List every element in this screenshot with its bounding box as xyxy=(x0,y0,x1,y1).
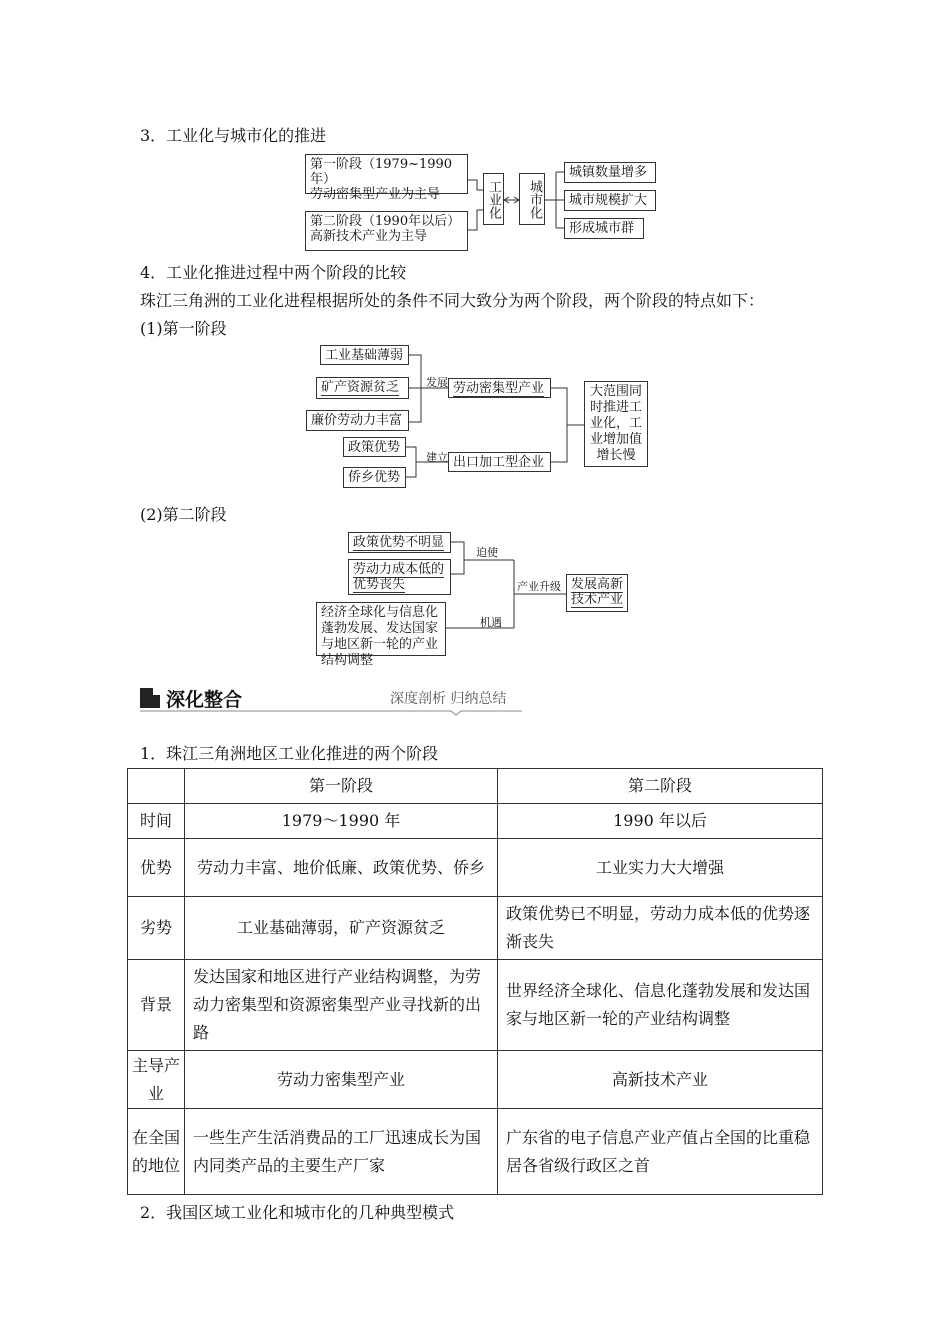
banner-square-icon xyxy=(140,688,160,708)
s1-link-develop: 发展 xyxy=(426,376,448,389)
row-label: 主导产业 xyxy=(128,1051,185,1109)
row-label: 优势 xyxy=(128,839,185,897)
result-city-group: 形成城市群 xyxy=(564,218,644,239)
stage2-line2: 高新技术产业为主导 xyxy=(310,229,428,244)
section-banner xyxy=(140,683,522,715)
s2-input-policy-weak xyxy=(348,532,451,553)
table-header-row xyxy=(128,769,823,804)
stage1-label: (1)第一阶段 xyxy=(140,319,227,338)
s1-middle-labor-intensive xyxy=(448,378,551,398)
stage2-box xyxy=(305,211,468,251)
row-label: 在全国的地位 xyxy=(128,1109,185,1195)
s1-middle-export: 出口加工型企业 xyxy=(448,452,551,472)
stage2-label: (2)第二阶段 xyxy=(140,505,227,524)
s1-input-mineral-poor-text: 矿产资源贫乏 xyxy=(321,380,400,395)
section-b2-title: 2．我国区域工业化和城市化的几种典型模式 xyxy=(140,1203,455,1222)
table-row xyxy=(128,1051,823,1109)
s2-link-opportunity: 机遇 xyxy=(480,616,502,629)
urbanization-box: 城市化 xyxy=(519,173,545,225)
table-row xyxy=(128,897,823,960)
row-stage1-cell: 1979～1990 年 xyxy=(185,804,498,839)
header-cell-empty xyxy=(128,769,185,804)
row-stage2-cell: 政策优势已不明显，劳动力成本低的优势逐渐丧失 xyxy=(498,897,823,960)
header-cell-stage1: 第一阶段 xyxy=(185,769,498,804)
section-3-title: 3．工业化与城市化的推进 xyxy=(140,126,327,145)
stage1-line2: 劳动密集型产业为主导 xyxy=(310,187,441,202)
comparison-table xyxy=(127,768,823,1195)
table-row xyxy=(128,804,823,839)
s2-link-force: 迫使 xyxy=(476,546,498,559)
s1-input-policy: 政策优势 xyxy=(343,437,406,457)
row-label: 背景 xyxy=(128,960,185,1051)
table-title: 1．珠江三角洲地区工业化推进的两个阶段 xyxy=(140,744,439,763)
row-stage2-cell: 工业实力大大增强 xyxy=(498,839,823,897)
row-stage2-cell: 广东省的电子信息产业产值占全国的比重稳居各省级行政区之首 xyxy=(498,1109,823,1195)
row-stage1-cell: 劳动力密集型产业 xyxy=(185,1051,498,1109)
row-label: 时间 xyxy=(128,804,185,839)
result-city-scale: 城市规模扩大 xyxy=(564,190,656,211)
row-stage2-cell: 世界经济全球化、信息化蓬勃发展和发达国家与地区新一轮的产业结构调整 xyxy=(498,960,823,1051)
table-row xyxy=(128,960,823,1051)
banner-subtitle: 深度剖析 归纳总结 xyxy=(390,691,507,707)
table-row xyxy=(128,839,823,897)
row-stage1-cell: 一些生产生活消费品的工厂迅速成长为国内同类产品的主要生产厂家 xyxy=(185,1109,498,1195)
section-4-title: 4．工业化推进过程中两个阶段的比较 xyxy=(140,263,407,282)
s1-input-mineral-poor xyxy=(316,377,409,399)
s2-input-labor-lost-text: 劳动力成本低的优势丧失 xyxy=(353,562,445,592)
stage1-line1: 第一阶段（1979~1990年） xyxy=(310,157,453,187)
s1-input-overseas: 侨乡优势 xyxy=(343,467,406,488)
s2-result xyxy=(566,574,628,612)
s1-input-weak-base: 工业基础薄弱 xyxy=(320,345,409,365)
section-4-intro: 珠江三角洲的工业化进程根据所处的条件不同大致分为两个阶段，两个阶段的特点如下： xyxy=(140,291,765,310)
row-stage2-cell: 高新技术产业 xyxy=(498,1051,823,1109)
stage2-line1: 第二阶段（1990年以后） xyxy=(310,214,461,229)
row-label: 劣势 xyxy=(128,897,185,960)
industrialization-box: 工业化 xyxy=(483,173,504,225)
s2-input-labor-lost xyxy=(348,559,451,595)
table-row xyxy=(128,1109,823,1195)
s1-input-cheap-labor: 廉价劳动力丰富 xyxy=(306,410,409,431)
row-stage1-cell: 劳动力丰富、地价低廉、政策优势、侨乡 xyxy=(185,839,498,897)
s1-middle-labor-intensive-text: 劳动密集型产业 xyxy=(453,381,545,396)
s2-input-globalization: 经济全球化与信息化蓬勃发展、发达国家与地区新一轮的产业结构调整 xyxy=(316,602,446,656)
banner-rule xyxy=(140,709,522,717)
row-stage1-cell: 发达国家和地区进行产业结构调整，为劳动力密集型和资源密集型产业寻找新的出路 xyxy=(185,960,498,1051)
s1-result: 大范围同时推进工业化，工业增加值增长慢 xyxy=(584,381,648,467)
s2-link-upgrade: 产业升级 xyxy=(517,580,561,593)
row-stage1-cell: 工业基础薄弱，矿产资源贫乏 xyxy=(185,897,498,960)
s2-result-text: 发展高新技术产业 xyxy=(571,577,624,607)
header-cell-stage2: 第二阶段 xyxy=(498,769,823,804)
banner-title: 深化整合 xyxy=(166,689,243,711)
row-stage2-cell: 1990 年以后 xyxy=(498,804,823,839)
s1-link-establish: 建立 xyxy=(426,451,448,464)
result-town-count: 城镇数量增多 xyxy=(564,162,656,183)
stage1-box xyxy=(305,154,468,202)
s2-input-policy-weak-text: 政策优势不明显 xyxy=(353,535,445,550)
